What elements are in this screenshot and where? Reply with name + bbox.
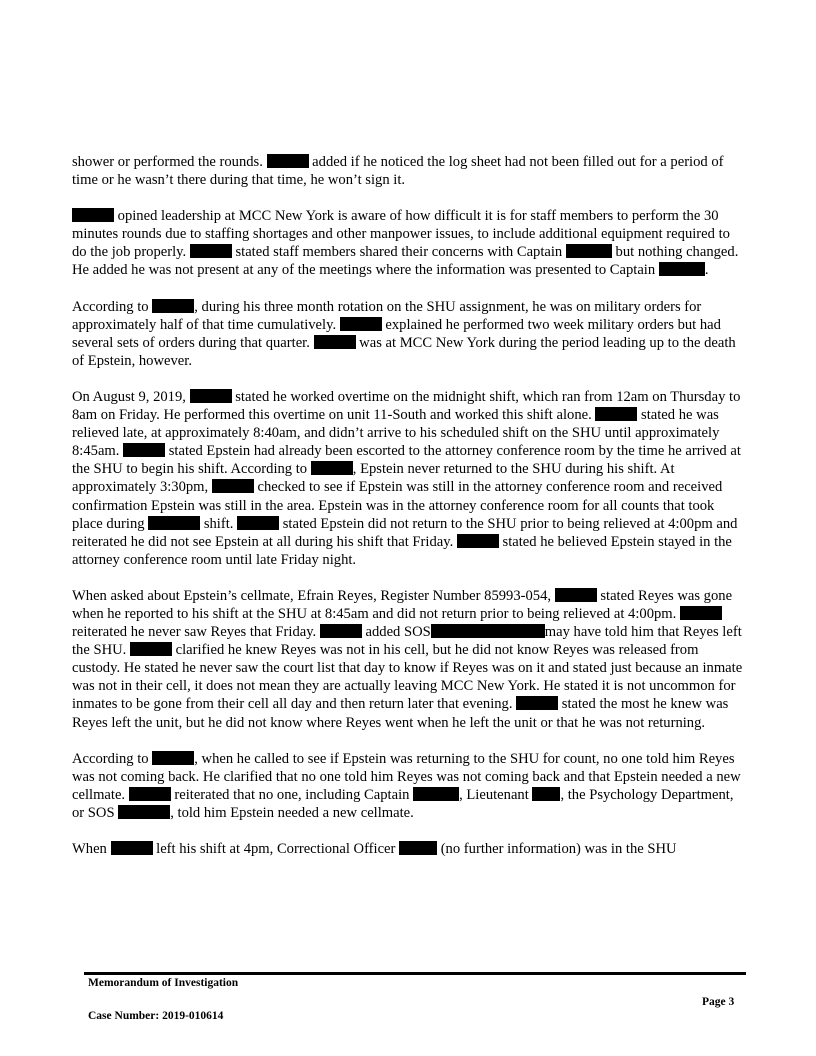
redaction-block <box>555 588 597 602</box>
paragraph: On August 9, 2019, stated he worked overtime on the midnight shift, which ran from 12am on Thursday to 8am on Friday. He performed this overtime on unit 11-South and worked this shift alone. stated he was relieved late, at approximately 8:40am, and didn’t arrive to his scheduled shift on the SHU until approximately 8:45am. stated Epstein had already been escorted to the attorney conference room by the time he arrived at the SHU to begin his shift. According to , Epstein never returned to the SHU during his shift. At approximately 3:30pm, checked to see if Epstein was still in the attorney conference room and received confirmation Epstein was still in the area. Epstein was in the attorney conference room for all counts that took place during shift. stated Epstein did not return to the SHU prior to being relieved at 4:00pm and reiterated he did not see Epstein at all during his shift that Friday. stated he believed Epstein stayed in the attorney conference room until late Friday night. <box>72 388 741 568</box>
redaction-block <box>340 317 382 331</box>
redaction-block <box>118 805 170 819</box>
redaction-block <box>267 154 309 168</box>
redaction-block <box>130 642 172 656</box>
redaction-block <box>190 244 232 258</box>
redaction-block <box>532 787 560 801</box>
redaction-block <box>566 244 612 258</box>
redaction-block <box>431 624 545 638</box>
redaction-block <box>123 443 165 457</box>
footer-divider <box>84 972 746 975</box>
redaction-block <box>399 841 437 855</box>
paragraph: According to , during his three month rotation on the SHU assignment, he was on military orders for approximately half of that time cumulatively. explained he performed two week military orders but had several sets of orders during that quarter. was at MCC New York during the period leading up to the death of Epstein, however. <box>72 298 736 369</box>
redaction-block <box>413 787 459 801</box>
redaction-block <box>152 751 194 765</box>
redaction-block <box>129 787 171 801</box>
memo-body <box>72 153 747 876</box>
redaction-block <box>516 696 558 710</box>
page-number: Page 3 <box>702 996 735 1008</box>
footer-title: Memorandum of Investigation <box>88 977 239 989</box>
redaction-block <box>148 516 200 530</box>
redaction-block <box>311 461 353 475</box>
redaction-block <box>212 479 254 493</box>
redaction-block <box>320 624 362 638</box>
case-number: Case Number: 2019-010614 <box>88 1010 224 1022</box>
redaction-block <box>595 407 637 421</box>
paragraph: According to , when he called to see if Epstein was returning to the SHU for count, no one told him Reyes was not coming back. He clarified that no one told him Reyes was not coming back and that Epstein needed a new cellmate. reiterated that no one, including Captain , Lieutenant , the Psychology Department, or SOS , told him Epstein needed a new cellmate. <box>72 750 741 821</box>
paragraph: When left his shift at 4pm, Correctional Officer (no further information) was in the SHU <box>72 841 677 857</box>
paragraph: shower or performed the rounds. added if he noticed the log sheet had not been filled out for a period of time or he wasn’t there during that time, he won’t sign it. <box>72 154 724 189</box>
redaction-block <box>314 335 356 349</box>
redaction-block <box>72 208 114 222</box>
paragraph: When asked about Epstein’s cellmate, Efrain Reyes, Register Number 85993-054, stated Reyes was gone when he reported to his shift at the SHU at 8:45am and did not return prior to being relieved at 4:00pm. reiterated he never saw Reyes that Friday. added SOS may have told him that Reyes left the SHU. clarified he knew Reyes was not in his cell, but he did not know Reyes was released from custody. He stated he never saw the court list that day to know if Reyes was on it and stated just because an inmate was not in their cell, it does not mean they are actually leaving MCC New York. He stated it is not uncommon for inmates to be gone from their cell all day and then return later that evening. stated the most he knew was Reyes left the unit, but he did not know where Reyes went when he left the unit or that he was not returning. <box>72 587 743 731</box>
redaction-block <box>659 262 705 276</box>
redaction-block <box>152 299 194 313</box>
paragraph: opined leadership at MCC New York is aware of how difficult it is for staff members to perform the 30 minutes rounds due to staffing shortages and other manpower issues, to include additional equipment required to do the job properly. stated staff members shared their concerns with Captain but nothing changed. He added he was not present at any of the meetings where the information was presented to Captain . <box>72 208 739 279</box>
redaction-block <box>680 606 722 620</box>
redaction-block <box>111 841 153 855</box>
redaction-block <box>237 516 279 530</box>
redaction-block <box>190 389 232 403</box>
redaction-block <box>457 534 499 548</box>
